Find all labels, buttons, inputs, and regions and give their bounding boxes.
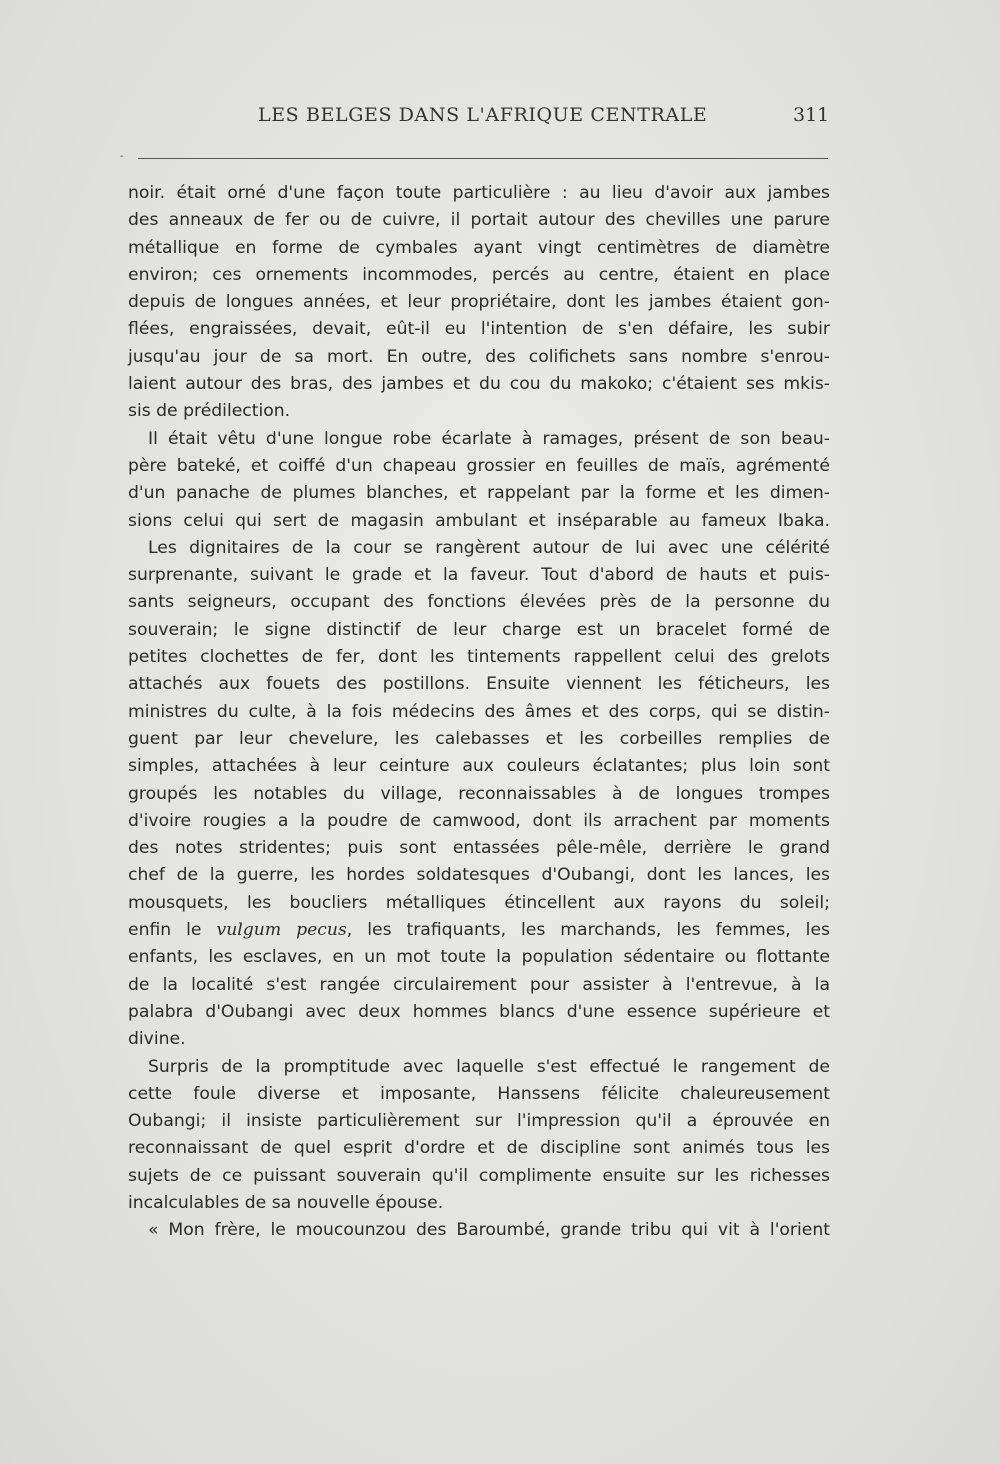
- text-line: incalculables de sa nouvelle épouse.: [128, 1192, 444, 1213]
- text-line: laient autour des bras, des jambes et du cou du makoko; c'étaient ses mkis-: [128, 374, 830, 395]
- text-line: environ; ces ornements incommodes, percés au centre, étaient en place: [128, 264, 830, 285]
- text-line: reconnaissant de quel esprit d'ordre et de discipline sont animés tous les: [128, 1138, 830, 1159]
- page-number: 311: [793, 104, 830, 126]
- text-line: sions celui qui sert de magasin ambulant et inséparable au fameux Ibaka.: [128, 510, 830, 531]
- text-line: des anneaux de fer ou de cuivre, il portait autour des chevilles une parure: [128, 210, 830, 231]
- text-line: sis de prédilection.: [128, 401, 291, 422]
- text-line: cette foule diverse et imposante, Hanssens félicite chaleureusement: [128, 1083, 830, 1104]
- text-line: Oubangi; il insiste particulièrement sur l'impression qu'il a éprouvée en: [128, 1111, 830, 1132]
- running-head: [0, 104, 1000, 134]
- text-line: métallique en forme de cymbales ayant vingt centimètres de diamètre: [128, 237, 830, 258]
- text-line: groupés les notables du village, reconnaissables à de longues trompes: [128, 783, 830, 804]
- text-line: sants seigneurs, occupant des fonctions élevées près de la personne du: [128, 592, 830, 613]
- text-line: surprenante, suivant le grade et la faveur. Tout d'abord de hauts et puis-: [128, 565, 830, 586]
- text-line: d'ivoire rougies a la poudre de camwood, dont ils arrachent par moments: [128, 810, 830, 831]
- text-line: mousquets, les boucliers métalliques étincellent aux rayons du soleil;: [128, 892, 830, 913]
- header-rule: [138, 158, 828, 159]
- text-segment: , les trafiquants, les marchands, les femmes, les: [346, 920, 830, 941]
- text-line: attachés aux fouets des postillons. Ensuite viennent les féticheurs, les: [128, 674, 830, 695]
- text-line: palabra d'Oubangi avec deux hommes blancs d'une essence supérieure et: [128, 1001, 830, 1022]
- rule-mark: -: [120, 151, 124, 162]
- text-line: jusqu'au jour de sa mort. En outre, des colifichets sans nombre s'enrou-: [128, 346, 830, 367]
- text-line: d'un panache de plumes blanches, et rappelant par la forme et les dimen-: [128, 483, 830, 504]
- text-line: simples, attachées à leur ceinture aux couleurs éclatantes; plus loin sont: [128, 756, 830, 777]
- text-line: souverain; le signe distinctif de leur charge est un bracelet formé de: [128, 619, 830, 640]
- text-line: sujets de ce puissant souverain qu'il complimente ensuite sur les richesses: [128, 1165, 830, 1186]
- text-line: petites clochettes de fer, dont les tintements rappellent celui des grelots: [128, 647, 830, 668]
- text-line: « Mon frère, le moucounzou des Baroumbé, grande tribu qui vit à l'orient: [148, 1220, 830, 1241]
- text-segment: enfin le: [128, 920, 217, 941]
- text-line-with-italic: [128, 917, 830, 944]
- text-line: Les dignitaires de la cour se rangèrent autour de lui avec une célérité: [148, 537, 830, 558]
- text-line: chef de la guerre, les hordes soldatesques d'Oubangi, dont les lances, les: [128, 865, 830, 886]
- text-line: de la localité s'est rangée circulairement pour assister à l'entrevue, à la: [128, 974, 830, 995]
- text-line: divine.: [128, 1029, 186, 1050]
- text-line: depuis de longues années, et leur propriétaire, dont les jambes étaient gon-: [128, 292, 830, 313]
- text-line: enfants, les esclaves, en un mot toute la population sédentaire ou flottante: [128, 947, 830, 968]
- text-line: ministres du culte, à la fois médecins des âmes et des corps, qui se distin-: [128, 701, 830, 722]
- italic-phrase: vulgum pecus: [216, 920, 347, 941]
- text-line: flées, engraissées, devait, eût-il eu l'intention de s'en défaire, les subir: [128, 319, 830, 340]
- text-line: père bateké, et coiffé d'un chapeau grossier en feuilles de maïs, agrémenté: [128, 455, 830, 476]
- body-text: [128, 180, 830, 1245]
- text-line: noir. était orné d'une façon toute particulière : au lieu d'avoir aux jambes: [128, 183, 830, 203]
- text-line: des notes stridentes; puis sont entassées pêle-mêle, derrière le grand: [128, 838, 830, 859]
- running-title: LES BELGES DANS L'AFRIQUE CENTRALE: [258, 104, 708, 126]
- text-line: Il était vêtu d'une longue robe écarlate à ramages, présent de son beau-: [148, 428, 830, 449]
- text-line: Surpris de la promptitude avec laquelle s'est effectué le rangement de: [148, 1056, 830, 1077]
- text-line: guent par leur chevelure, les calebasses et les corbeilles remplies de: [128, 728, 830, 749]
